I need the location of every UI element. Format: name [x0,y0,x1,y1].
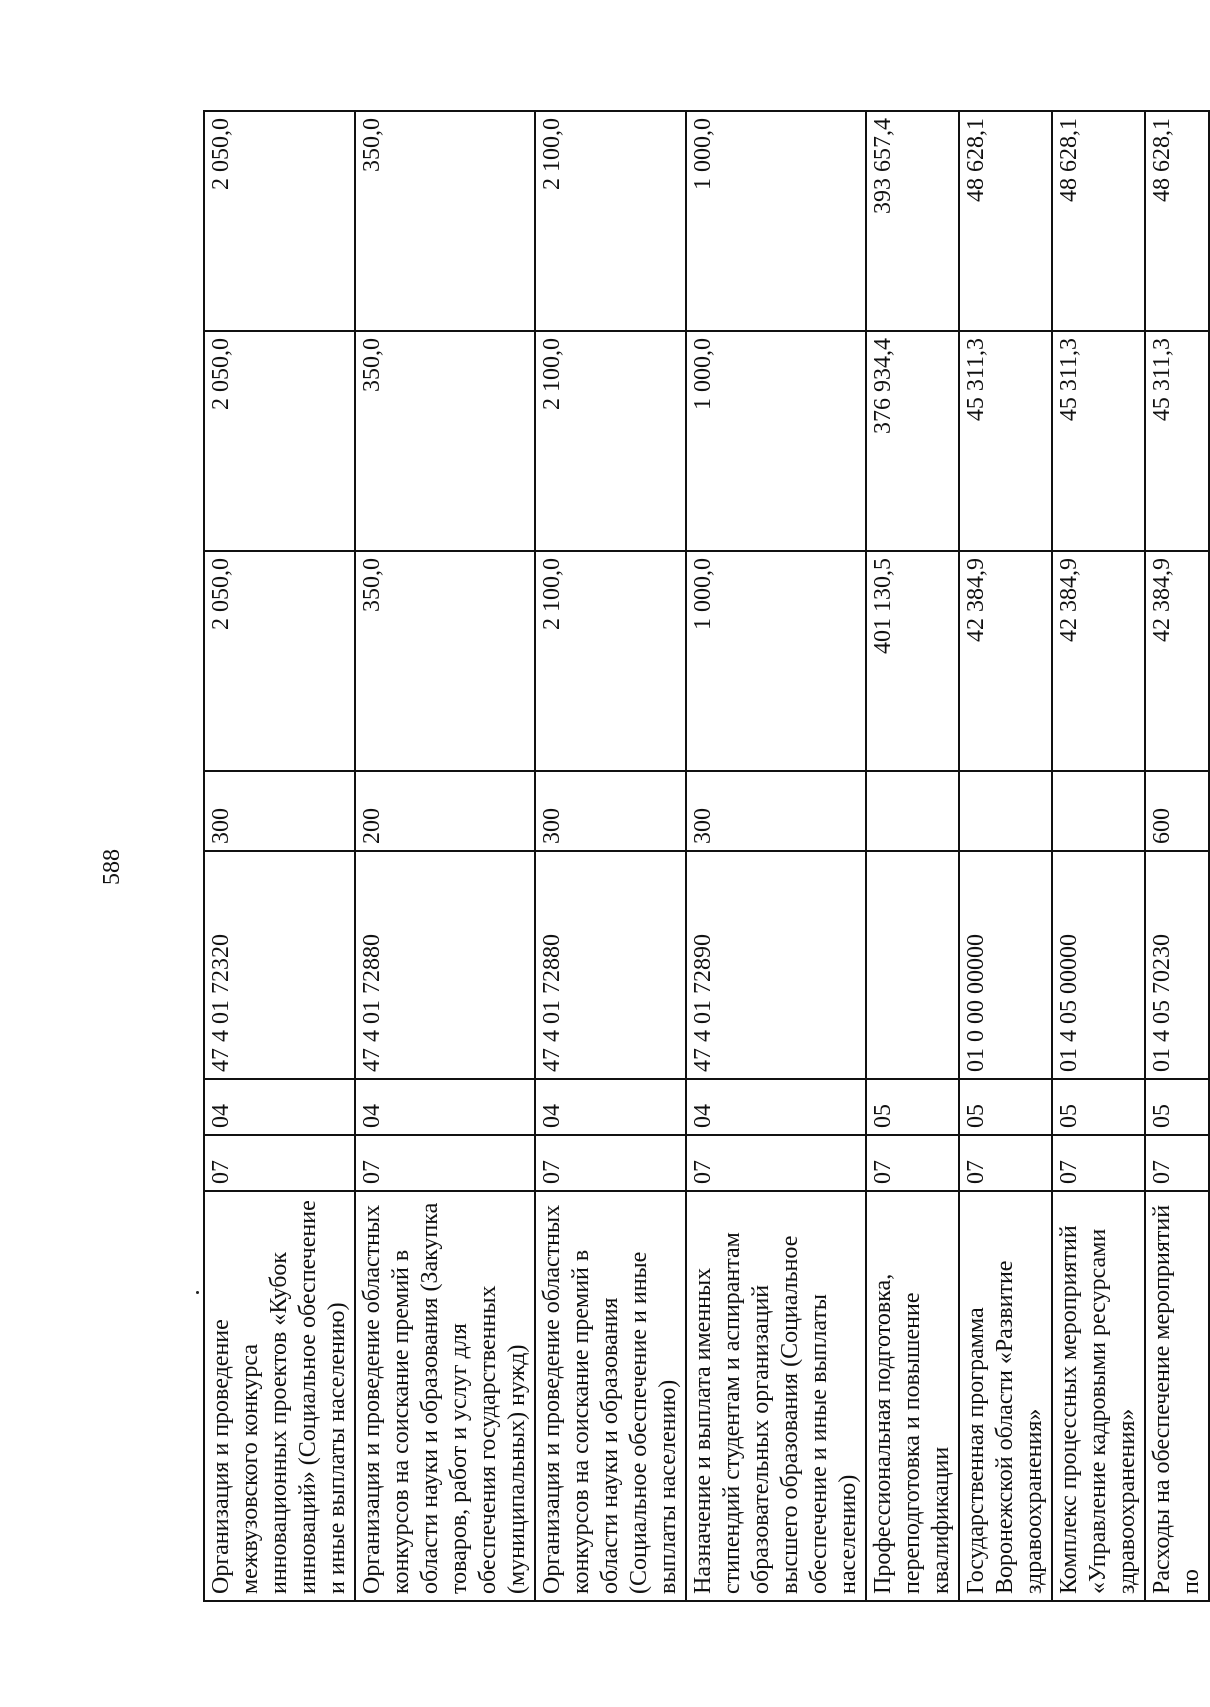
cell-target-code: 47 4 01 72880 [355,851,535,1079]
cell-target-code: 01 4 05 00000 [1052,851,1145,1079]
cell-amount-year1: 401 130,5 [866,551,959,771]
cell-expense-type [1052,771,1145,851]
table-row [686,111,866,1601]
cell-amount-year3: 393 657,4 [866,111,959,331]
cell-subsection: 05 [1052,1079,1145,1135]
cell-amount-year3: 1 000,0 [686,111,866,331]
cell-name: Организация и проведение межвузовского конкурса инновационных проектов «Кубок инноваций» (Социальное обеспечение и иные выплаты населению) [204,1191,355,1601]
cell-expense-type: 600 [1145,771,1209,851]
cell-section: 07 [959,1135,1052,1191]
cell-amount-year3: 48 628,1 [1052,111,1145,331]
table-row [866,111,959,1601]
cell-subsection: 05 [959,1079,1052,1135]
cell-section: 07 [686,1135,866,1191]
cell-amount-year2: 376 934,4 [866,331,959,551]
table-body [204,111,1209,1601]
cell-expense-type [866,771,959,851]
cell-expense-type: 200 [355,771,535,851]
cell-target-code [866,851,959,1079]
cell-amount-year3: 350,0 [355,111,535,331]
cell-name: Государственная программа Воронежской области «Развитие здравоохранения» [959,1191,1052,1601]
cell-amount-year2: 1 000,0 [686,331,866,551]
budget-table-rotated [203,112,1204,1602]
cell-section: 07 [355,1135,535,1191]
cell-subsection: 04 [686,1079,866,1135]
table-row [1052,111,1145,1601]
cell-amount-year1: 42 384,9 [1145,551,1209,771]
cell-section: 07 [535,1135,686,1191]
cell-section: 07 [1145,1135,1209,1191]
cell-amount-year2: 350,0 [355,331,535,551]
cell-expense-type [959,771,1052,851]
cell-amount-year2: 2 050,0 [204,331,355,551]
table-row [1145,111,1209,1601]
cell-amount-year3: 48 628,1 [1145,111,1209,331]
cell-expense-type: 300 [535,771,686,851]
budget-table [203,110,1210,1602]
table-row [535,111,686,1601]
cell-amount-year2: 45 311,3 [959,331,1052,551]
table-row [355,111,535,1601]
table-row [959,111,1052,1601]
cell-name: Расходы на обеспечение мероприятий по [1145,1191,1209,1601]
cell-amount-year1: 42 384,9 [1052,551,1145,771]
table-row [204,111,355,1601]
cell-name: Организация и проведение областных конкурсов на соискание премий в области науки и образования (Закупка товаров, работ и услуг для обеспечения государственных (муниципальных) нужд) [355,1191,535,1601]
cell-amount-year3: 2 100,0 [535,111,686,331]
cell-target-code: 47 4 01 72320 [204,851,355,1079]
cell-amount-year1: 350,0 [355,551,535,771]
cell-name: Комплекс процессных мероприятий «Управление кадровыми ресурсами здравоохранения» [1052,1191,1145,1601]
cell-amount-year3: 48 628,1 [959,111,1052,331]
cell-subsection: 04 [355,1079,535,1135]
cell-amount-year2: 45 311,3 [1052,331,1145,551]
cell-amount-year2: 45 311,3 [1145,331,1209,551]
cell-name: Назначение и выплата именных стипендий студентам и аспирантам образовательных организаций высшего образования (Социальное обеспечение и иные выплаты населению) [686,1191,866,1601]
cell-subsection: 05 [1145,1079,1209,1135]
cell-amount-year1: 42 384,9 [959,551,1052,771]
cell-amount-year3: 2 050,0 [204,111,355,331]
cell-target-code: 47 4 01 72880 [535,851,686,1079]
cell-section: 07 [1052,1135,1145,1191]
cell-subsection: 05 [866,1079,959,1135]
cell-target-code: 01 4 05 70230 [1145,851,1209,1079]
cell-name: Профессиональная подготовка, переподготовка и повышение квалификации [866,1191,959,1601]
page-number: 588 [99,849,125,885]
cell-target-code: 01 0 00 00000 [959,851,1052,1079]
cell-section: 07 [866,1135,959,1191]
cell-amount-year2: 2 100,0 [535,331,686,551]
cell-target-code: 47 4 01 72890 [686,851,866,1079]
cell-amount-year1: 2 100,0 [535,551,686,771]
cell-name: Организация и проведение областных конкурсов на соискание премий в области науки и образования (Социальное обеспечение и иные выплаты населению) [535,1191,686,1601]
cell-section: 07 [204,1135,355,1191]
cell-amount-year1: 1 000,0 [686,551,866,771]
cell-subsection: 04 [535,1079,686,1135]
scan-speck [196,1291,199,1294]
cell-subsection: 04 [204,1079,355,1135]
cell-expense-type: 300 [204,771,355,851]
cell-expense-type: 300 [686,771,866,851]
cell-amount-year1: 2 050,0 [204,551,355,771]
